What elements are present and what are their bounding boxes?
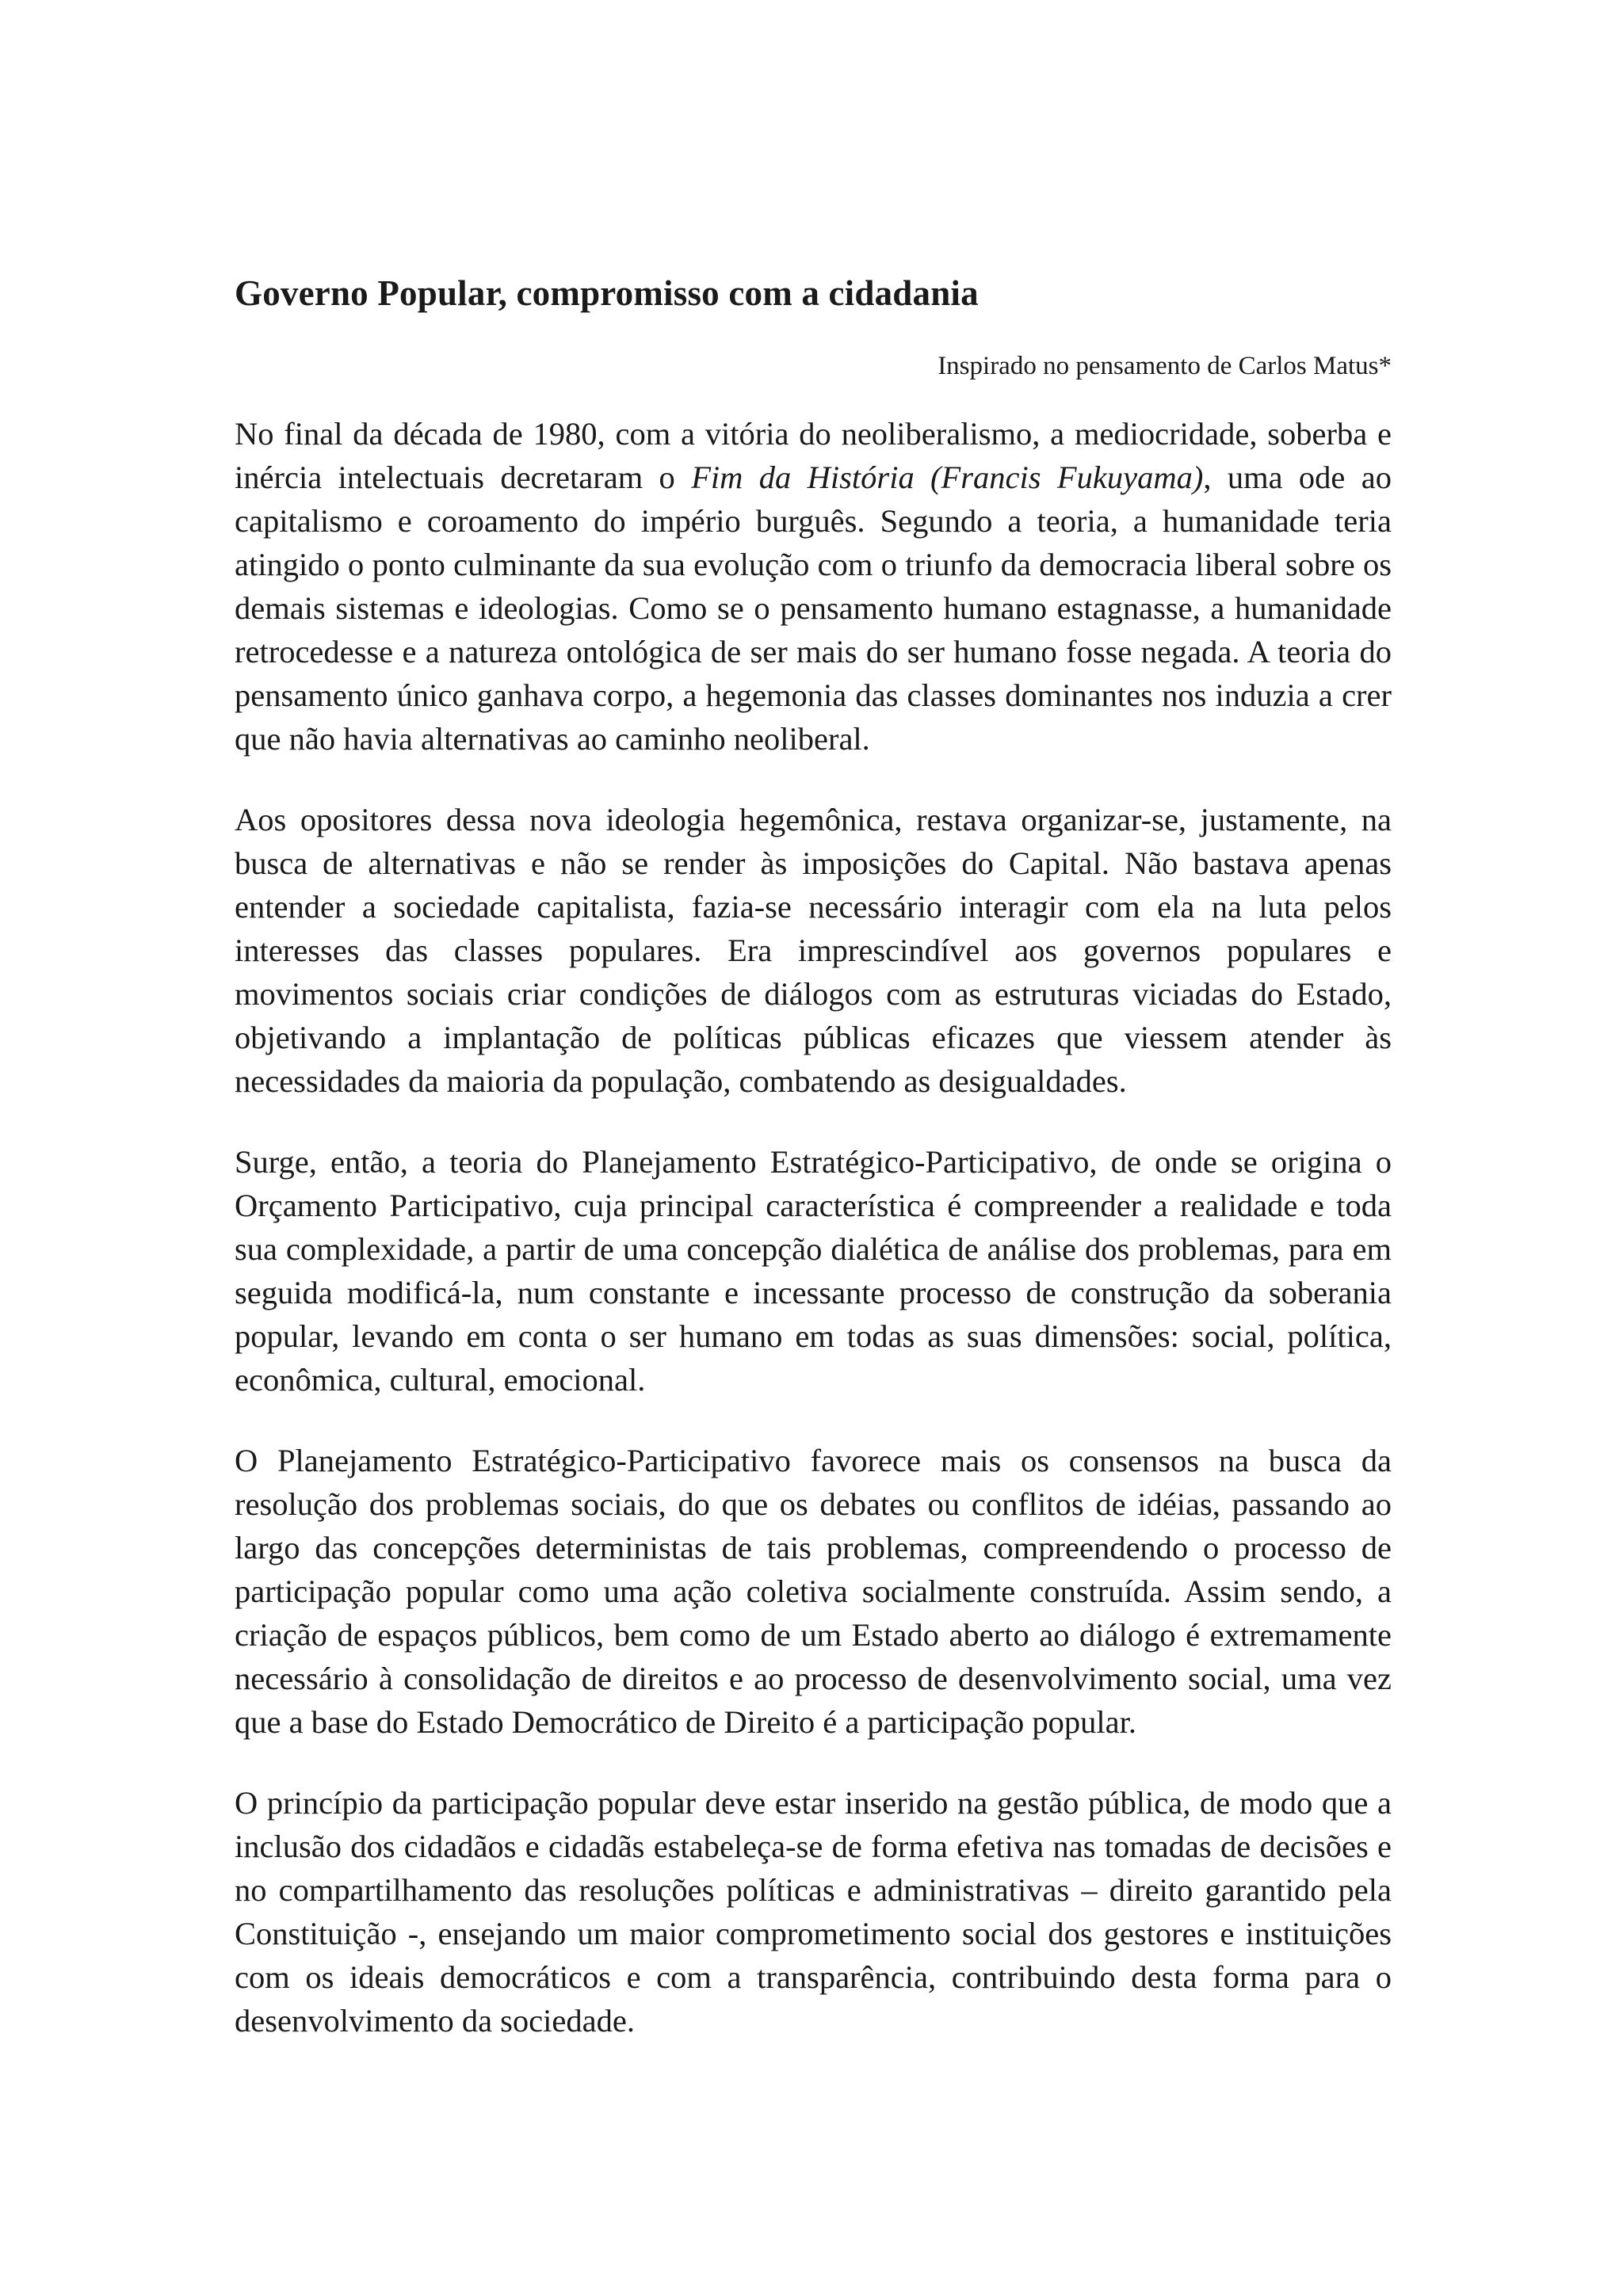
- paragraph-1-text-a: No final da década de 1980, com a vitória do neoliberalismo, a mediocridade, soberba e inércia intelectuais decretaram o: [235, 416, 1392, 495]
- paragraph-3: Surge, então, a teoria do Planejamento Estratégico-Participativo, de onde se origina o Orçamento Participativo, cuja principal característica é compreender a realidade e toda sua complexidade, a partir de uma concepção dialética de análise dos problemas, para em seguida modificá-la, num constante e incessante processo de construção da soberania popular, levando em conta o ser humano em todas as suas dimensões: social, política, econômica, cultural, emocional.: [235, 1144, 1392, 1398]
- paragraph-1: [235, 412, 1392, 761]
- paragraph-1-emphasis: Fim da História (Francis Fukuyama): [691, 460, 1204, 495]
- paragraph-2: Aos opositores dessa nova ideologia hegemônica, restava organizar-se, justamente, na busca de alternativas e não se render às imposições do Capital. Não bastava apenas entender a sociedade capitalista, fazia-se necessário interagir com ela na luta pelos interesses das classes populares. Era imprescindível aos governos populares e movimentos sociais criar condições de diálogos com as estruturas viciadas do Estado, objetivando a implantação de políticas públicas eficazes que viessem atender às necessidades da maioria da população, combatendo as desigualdades.: [235, 802, 1392, 1099]
- document-title: Governo Popular, compromisso com a cidadania: [235, 273, 979, 313]
- document-body: [235, 412, 1392, 2080]
- paragraph-1-text-b: , uma ode ao capitalismo e coroamento do império burguês. Segundo a teoria, a humanidade teria atingido o ponto culminante da sua evolução com o triunfo da democracia liberal sobre os demais sistemas e ideologias. Como se o pensamento humano estagnasse, a humanidade retrocedesse e a natureza ontológica de ser mais do ser humano fosse negada. A teoria do pensamento único ganhava corpo, a hegemonia das classes dominantes nos induzia a crer que não havia alternativas ao caminho neoliberal.: [235, 460, 1392, 757]
- paragraph-4: O Planejamento Estratégico-Participativo favorece mais os consensos na busca da resolução dos problemas sociais, do que os debates ou conflitos de idéias, passando ao largo das concepções deterministas de tais problemas, compreendendo o processo de participação popular como uma ação coletiva socialmente construída. Assim sendo, a criação de espaços públicos, bem como de um Estado aberto ao diálogo é extremamente necessário à consolidação de direitos e ao processo de desenvolvimento social, uma vez que a base do Estado Democrático de Direito é a participação popular.: [235, 1443, 1392, 1740]
- epigraph: Inspirado no pensamento de Carlos Matus*: [938, 352, 1392, 380]
- paragraph-5: O princípio da participação popular deve estar inserido na gestão pública, de modo que a inclusão dos cidadãos e cidadãs estabeleça-se de forma efetiva nas tomadas de decisões e no compartilhamento das resoluções políticas e administrativas – direito garantido pela Constituição -, ensejando um maior comprometimento social dos gestores e instituições com os ideais democráticos e com a transparência, contribuindo desta forma para o desenvolvimento da sociedade.: [235, 1785, 1392, 2039]
